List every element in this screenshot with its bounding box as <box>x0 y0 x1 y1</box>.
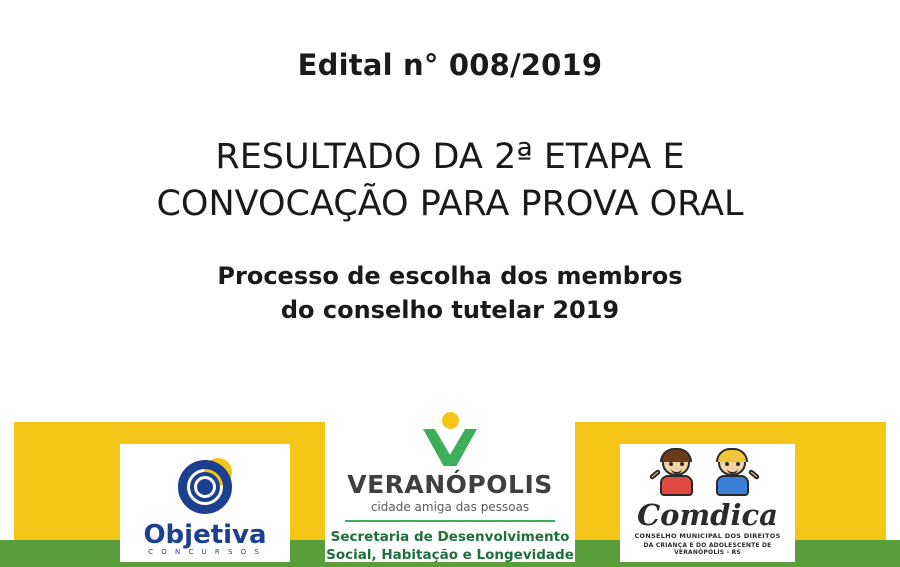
comdica-logo <box>620 444 795 562</box>
veranopolis-department <box>325 528 575 564</box>
comdica-children-icon <box>648 448 768 496</box>
veranopolis-v-icon <box>415 412 485 466</box>
veranopolis-logo <box>325 408 575 562</box>
objetiva-target-icon <box>174 460 236 518</box>
footer-banner <box>0 422 900 567</box>
banner-left-white-edge <box>0 422 14 540</box>
objetiva-tagline: C O N C U R S O S <box>148 548 262 556</box>
banner-right-white-edge <box>886 422 900 540</box>
veranopolis-slogan: cidade amiga das pessoas <box>370 500 530 514</box>
page-subtitle-line-2: do conselho tutelar 2019 <box>280 296 620 325</box>
page-subtitle <box>0 259 900 329</box>
edital-number: Edital n° 008/2019 <box>297 48 603 82</box>
page-title-line-1: RESULTADO DA 2ª ETAPA E <box>215 137 685 177</box>
page-subtitle-line-1: Processo de escolha dos membros <box>217 261 683 290</box>
page-title-line-2: CONVOCAÇÃO PARA PROVA ORAL <box>156 184 744 225</box>
veranopolis-department-line-2: Social, Habitação e Longevidade <box>326 547 574 564</box>
objetiva-name: Objetiva <box>143 520 267 550</box>
objetiva-logo <box>120 444 290 562</box>
comdica-subtitle-line-2: DA CRIANÇA E DO ADOLESCENTE DE VERANÓPOLIS - RS <box>643 542 772 556</box>
comdica-subtitle-line-1: CONSELHO MUNICIPAL DOS DIREITOS <box>634 532 781 540</box>
veranopolis-department-line-1: Secretaria de Desenvolvimento <box>330 529 570 545</box>
veranopolis-name: VERANÓPOLIS <box>347 470 553 499</box>
comdica-name: Comdica <box>637 498 778 532</box>
veranopolis-divider <box>345 520 555 522</box>
page-title <box>0 134 900 229</box>
